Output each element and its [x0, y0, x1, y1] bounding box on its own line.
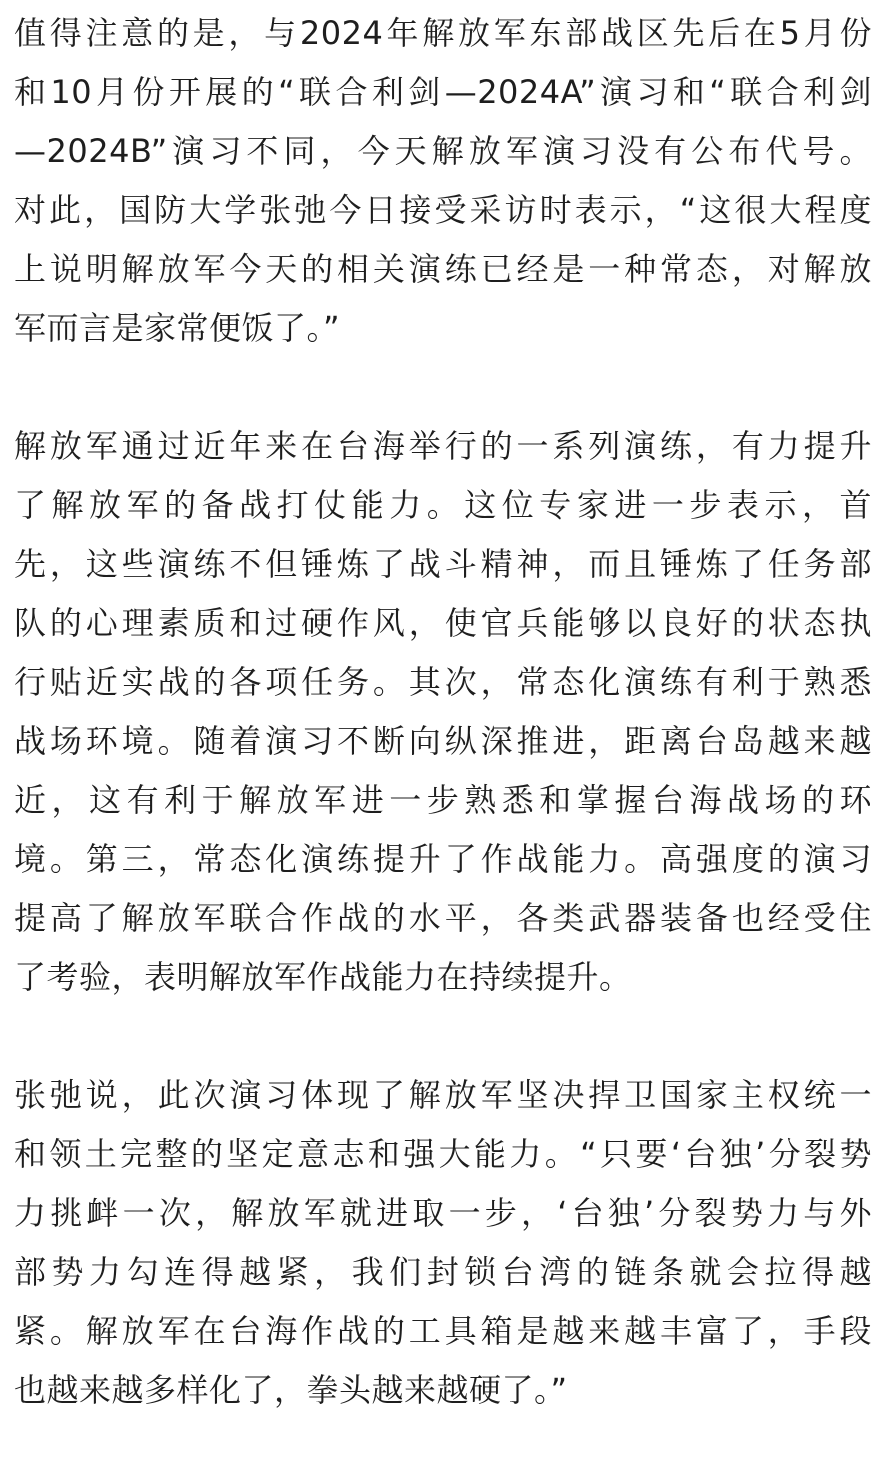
- text-line: 行贴近实战的各项任务。其次，常态化演练有利于熟悉: [14, 663, 872, 701]
- text-line: 近，这有利于解放军进一步熟悉和掌握台海战场的环: [14, 781, 872, 819]
- text-line: 部势力勾连得越紧，我们封锁台湾的链条就会拉得越: [14, 1253, 872, 1291]
- text-line: 战场环境。随着演习不断向纵深推进，距离台岛越来越: [14, 722, 872, 760]
- paragraph-1: [14, 4, 872, 358]
- text-line: 提高了解放军联合作战的水平，各类武器装备也经受住: [14, 899, 872, 937]
- text-line: 了解放军的备战打仗能力。这位专家进一步表示，首: [14, 486, 872, 524]
- text-line: 力挑衅一次，解放军就进取一步，‘台独’分裂势力与外: [14, 1194, 872, 1232]
- text-line: 也越来越多样化了，拳头越来越硬了。”: [14, 1371, 568, 1409]
- text-line: 军而言是家常便饭了。”: [14, 309, 341, 347]
- text-line: 和10月份开展的“联合利剑—2024A”演习和“联合利剑: [14, 73, 872, 111]
- text-line: 张弛说，此次演习体现了解放军坚决捍卫国家主权统一: [14, 1076, 872, 1114]
- text-line: 上说明解放军今天的相关演练已经是一种常态，对解放: [14, 250, 872, 288]
- text-line: 解放军通过近年来在台海举行的一系列演练，有力提升: [14, 427, 872, 465]
- text-line: 值得注意的是，与2024年解放军东部战区先后在5月份: [14, 14, 872, 52]
- paragraph-spacer: [14, 358, 872, 417]
- paragraph-spacer: [14, 1007, 872, 1066]
- text-line: 队的心理素质和过硬作风，使官兵能够以良好的状态执: [14, 604, 872, 642]
- text-line: —2024B”演习不同，今天解放军演习没有公布代号。: [14, 132, 872, 170]
- text-line: 了考验，表明解放军作战能力在持续提升。: [14, 958, 632, 996]
- text-line: 紧。解放军在台海作战的工具箱是越来越丰富了，手段: [14, 1312, 872, 1350]
- text-line: 和领土完整的坚定意志和强大能力。“只要‘台独’分裂势: [14, 1135, 872, 1173]
- paragraph-3: [14, 1066, 872, 1420]
- text-line: 对此，国防大学张弛今日接受采访时表示，“这很大程度: [14, 191, 872, 229]
- article-body: [14, 4, 872, 1420]
- paragraph-2: [14, 417, 872, 1007]
- text-line: 境。第三，常态化演练提升了作战能力。高强度的演习: [14, 840, 872, 878]
- text-line: 先，这些演练不但锤炼了战斗精神，而且锤炼了任务部: [14, 545, 872, 583]
